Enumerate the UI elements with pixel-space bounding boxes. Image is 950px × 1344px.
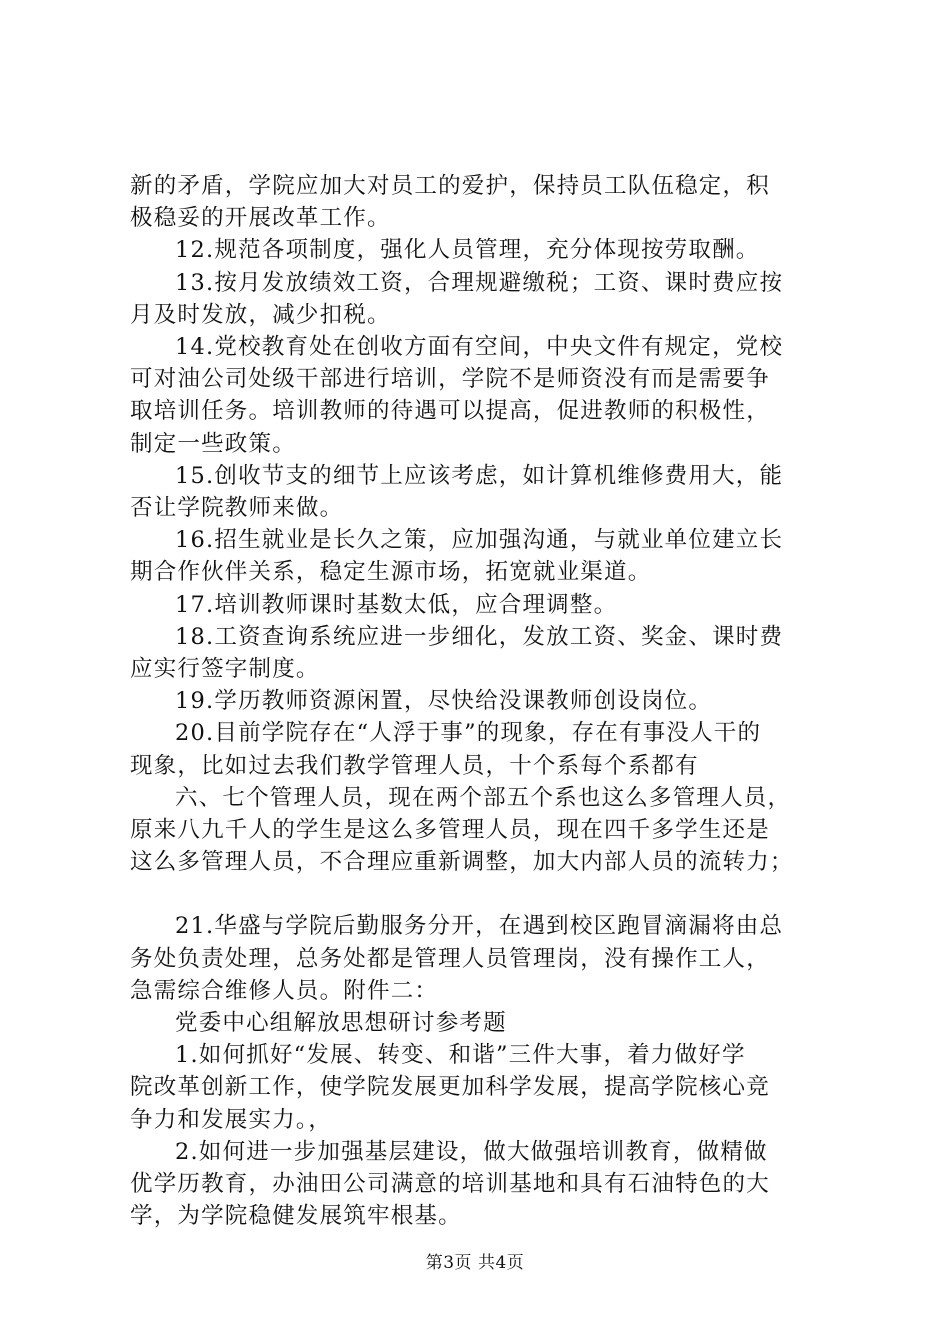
paragraph-item-14: 14.党校教育处在创收方面有空间，中央文件有规定，党校 可对油公司处级干部进行培训，学院不是师资没有而是需要争 取培训任务。培训教师的待遇可以提高，促进教师的积极性， 制定一些政策。 [130, 334, 784, 457]
question-item-2: 2.如何进一步加强基层建设，做大做强培训教育，做精做 优学历教育，办油田公司满意的培训基地和具有石油特色的大 学，为学院稳健发展筑牢根基。 [130, 1138, 770, 1230]
paragraph-continuation: 新的矛盾，学院应加大对员工的爱护，保持员工队伍稳定，积 极稳妥的开展改革工作。 [130, 173, 770, 232]
paragraph-item-21: 21.华盛与学院后勤服务分开，在遇到校区跑冒滴漏将由总 务处负责处理，总务处都是管理人员管理岗，没有操作工人， 急需综合维修人员。附件二： [130, 913, 784, 1004]
paragraph-item-12: 12.规范各项制度，强化人员管理，充分体现按劳取酬。 [175, 237, 760, 264]
paragraph-item-17: 17.培训教师课时基数太低，应合理调整。 [175, 591, 618, 618]
question-item-1: 1.如何抓好“发展、转变、和谐”三件大事，着力做好学 院改革创新工作，使学院发展更加科学发展，提高学院核心竞 争力和发展实力。， [130, 1042, 770, 1133]
document-body [130, 170, 830, 1233]
paragraph-item-16: 16.招生就业是长久之策，应加强沟通，与就业单位建立长 期合作伙伴关系，稳定生源市场，拓宽就业渠道。 [130, 527, 784, 586]
paragraph-item-15: 15.创收节支的细节上应该考虑，如计算机维修费用大，能 否让学院教师来做。 [130, 462, 784, 522]
paragraph-item-19: 19.学历教师资源闲置，尽快给没课教师创设岗位。 [175, 688, 713, 715]
paragraph-item-20: 20.目前学院存在“人浮于事”的现象，存在有事没人干的 现象，比如过去我们教学管理人员，十个系每个系都有 [130, 720, 762, 779]
paragraph-item-18: 18.工资查询系统应进一步细化，发放工资、奖金、课时费 应实行签字制度。 [130, 623, 784, 683]
paragraph-item-13: 13.按月发放绩效工资，合理规避缴税；工资、课时费应按 月及时发放，减少扣税。 [130, 269, 784, 328]
blank-line [130, 878, 830, 910]
section-title: 党委中心组解放思想研讨参考题 [175, 1010, 507, 1037]
page-footer: 第3页 共4页 [425, 1253, 525, 1273]
paragraph-item-20-continued: 六、七个管理人员，现在两个部五个系也这么多管理人员， 原来八九千人的学生是这么多管理人员，现在四千多学生还是 这么多管理人员，不合理应重新调整，加大内部人员的流转力； [130, 784, 794, 876]
